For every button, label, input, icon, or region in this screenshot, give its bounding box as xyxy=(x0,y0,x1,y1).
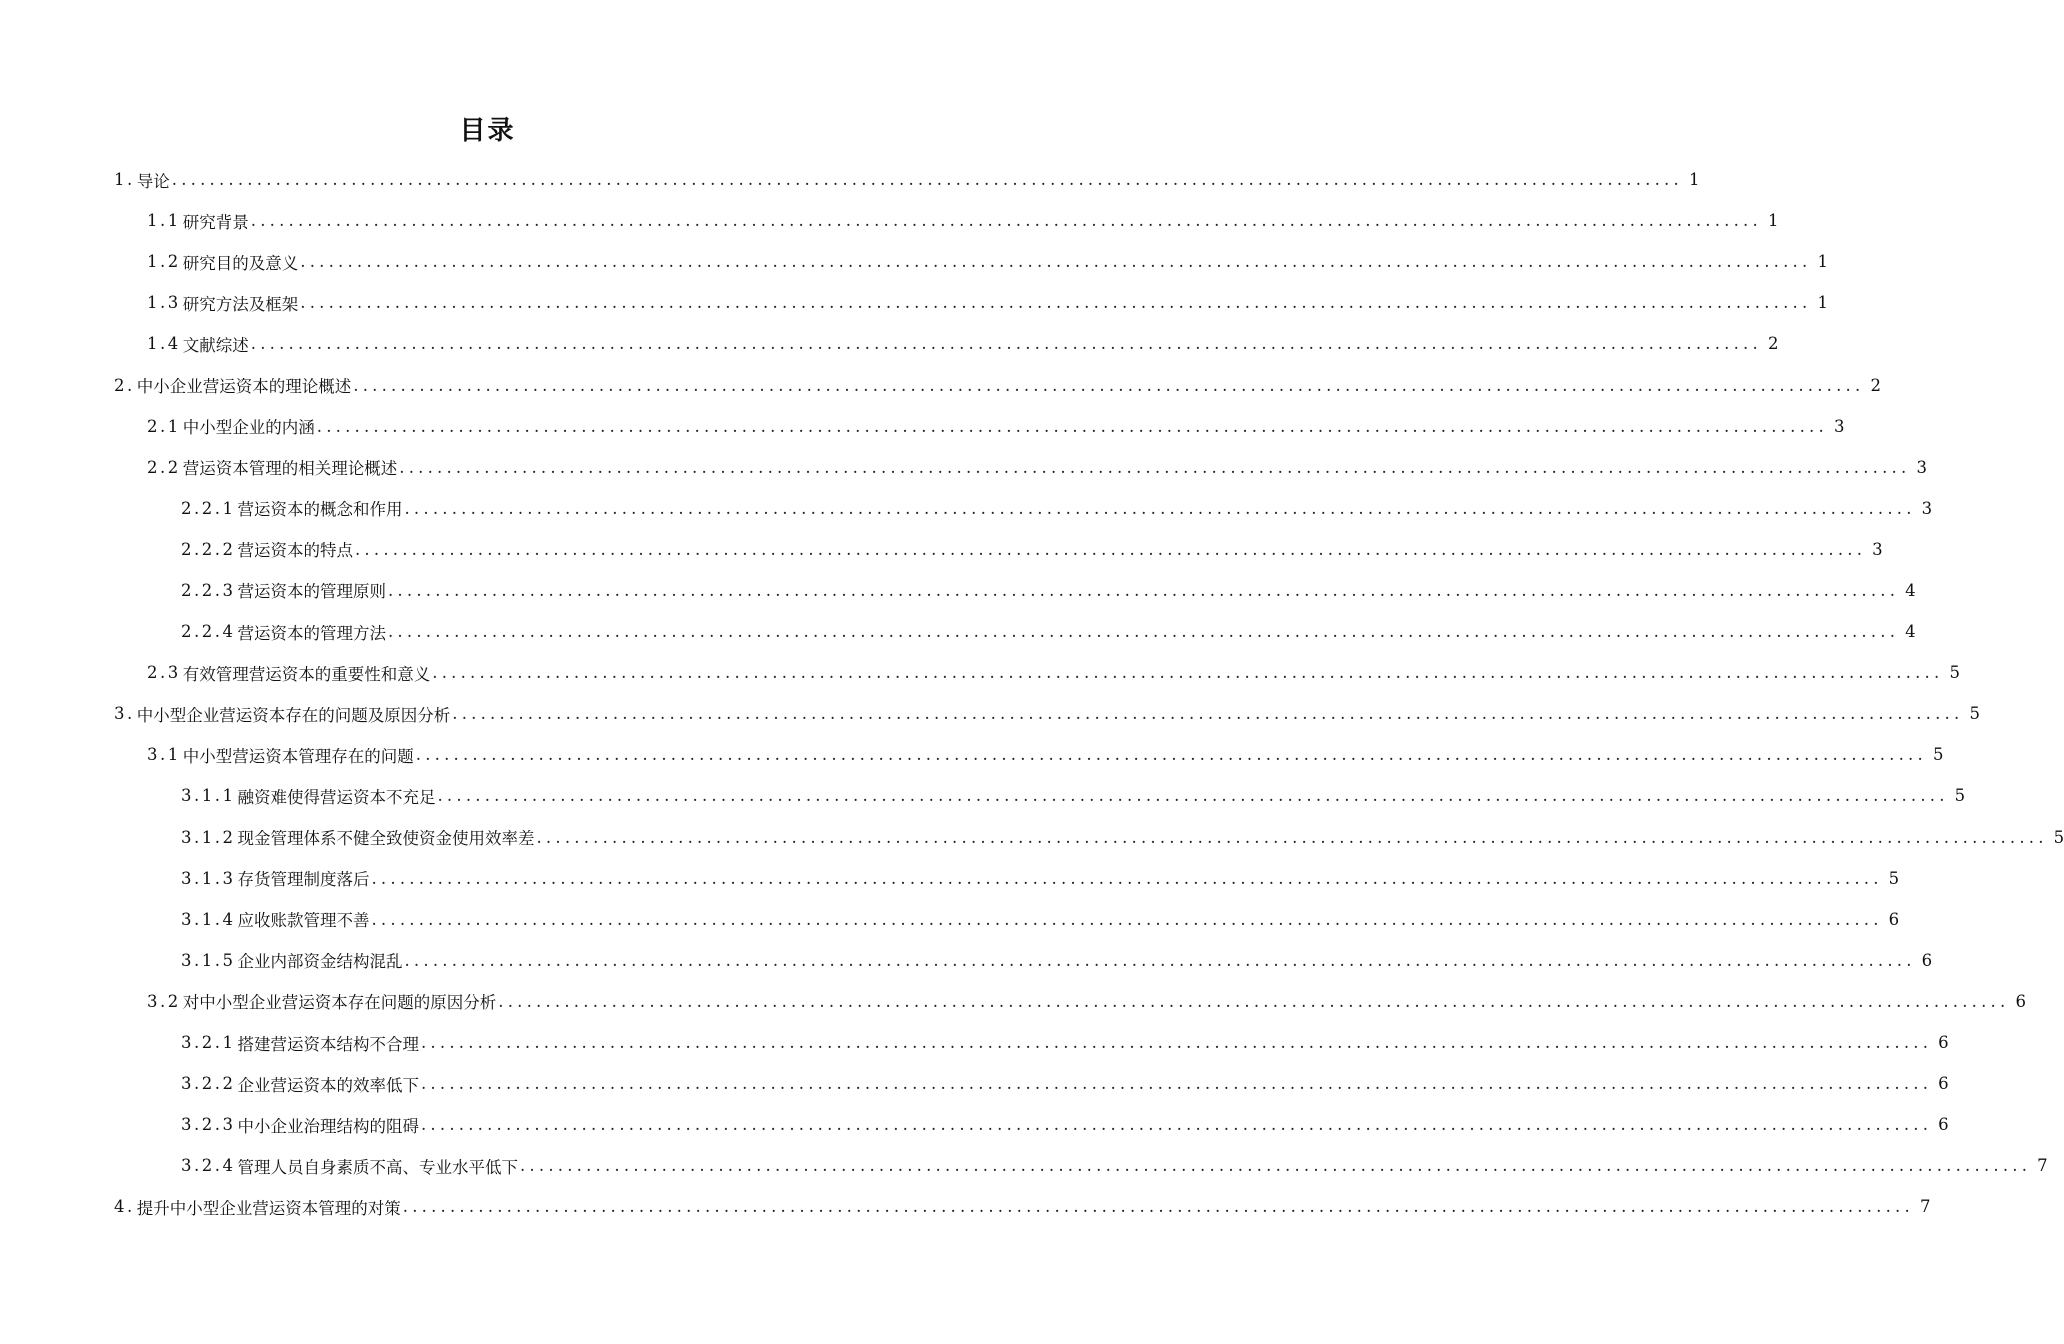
toc-entry[interactable] xyxy=(0,323,1779,364)
toc-leader-dots: ................................................................................................................................................................ xyxy=(316,416,1828,436)
toc-page-number: 5 xyxy=(1949,663,1960,683)
toc-entry[interactable] xyxy=(0,899,1900,940)
toc-entry[interactable] xyxy=(0,406,1845,447)
toc-entry-number: 3.1.5 xyxy=(181,950,236,970)
toc-leader-dots: ................................................................................................................................................................ xyxy=(420,1033,1933,1053)
toc-entry-number: 2.3 xyxy=(147,663,181,683)
toc-entry[interactable] xyxy=(0,1022,1949,1063)
toc-entry-number: 1.1 xyxy=(147,211,181,231)
toc-entry[interactable] xyxy=(0,488,1933,529)
toc-entry-title: 提升中小型企业营运资本管理的对策 xyxy=(136,1198,401,1218)
toc-entry-number: 1.2 xyxy=(147,252,181,272)
toc-leader-dots: ................................................................................................................................................................ xyxy=(171,170,1683,190)
toc-leader-dots: ................................................................................................................................................................ xyxy=(300,252,1812,272)
toc-entry[interactable] xyxy=(0,1186,1931,1227)
toc-entry-title: 营运资本的特点 xyxy=(237,541,353,561)
toc-leader-dots: ................................................................................................................................................................ xyxy=(536,827,2048,847)
toc-page-number: 6 xyxy=(1938,1033,1949,1053)
toc-page-number: 6 xyxy=(1938,1115,1949,1135)
toc-entry[interactable] xyxy=(0,734,1944,775)
toc-entry-number: 1. xyxy=(114,170,135,190)
toc-entry-title: 研究背景 xyxy=(182,212,249,232)
toc-entry[interactable] xyxy=(0,1145,2048,1186)
toc-entry-number: 3.1.3 xyxy=(181,868,236,888)
page-title: 目录 xyxy=(459,116,516,146)
toc-entry-title: 研究方法及框架 xyxy=(182,294,299,314)
toc-entry[interactable] xyxy=(0,200,1779,241)
toc-page-number: 1 xyxy=(1817,293,1828,313)
toc-entry-title: 导论 xyxy=(136,171,170,191)
toc-page-number: 4 xyxy=(1905,580,1916,600)
toc-page-number: 1 xyxy=(1817,252,1828,272)
toc-entry-title: 营运资本的概念和作用 xyxy=(237,500,403,520)
toc-entry[interactable] xyxy=(0,693,1980,734)
toc-leader-dots: ................................................................................................................................................................ xyxy=(300,293,1812,313)
toc-entry-title: 文献综述 xyxy=(182,335,249,355)
toc-page-number: 4 xyxy=(1905,622,1916,642)
toc-page-number: 5 xyxy=(2053,827,2064,847)
toc-entry[interactable] xyxy=(0,364,1881,405)
toc-entry-number: 1.4 xyxy=(147,334,181,354)
toc-entry[interactable] xyxy=(0,940,1933,981)
toc-entry-title: 对中小型企业营运资本存在问题的原因分析 xyxy=(182,993,497,1013)
toc-entry-title: 营运资本的管理原则 xyxy=(237,582,386,602)
toc-entry-number: 3.2.3 xyxy=(181,1115,236,1135)
toc-entry-number: 3. xyxy=(114,704,135,724)
toc-leader-dots: ................................................................................................................................................................ xyxy=(371,868,1883,888)
toc-page-number: 2 xyxy=(1870,375,1881,395)
toc-leader-dots: ................................................................................................................................................................ xyxy=(371,909,1883,929)
toc-leader-dots: ................................................................................................................................................................ xyxy=(387,580,1900,600)
toc-entry-title: 研究目的及意义 xyxy=(182,253,299,273)
toc-entry-title: 企业内部资金结构混乱 xyxy=(237,952,403,972)
toc-entry-title: 营运资本管理的相关理论概述 xyxy=(182,459,398,479)
toc-leader-dots: ................................................................................................................................................................ xyxy=(420,1115,1933,1135)
toc-entry-number: 2.2.1 xyxy=(181,498,236,518)
toc-page-number: 3 xyxy=(1833,416,1845,436)
table-of-contents xyxy=(0,159,2064,1227)
toc-page-number: 7 xyxy=(2037,1156,2048,1176)
toc-entry-title: 中小型企业营运资本存在的问题及原因分析 xyxy=(136,705,451,725)
toc-entry-title: 管理人员自身素质不高、专业水平低下 xyxy=(237,1157,518,1177)
toc-entry-title: 有效管理营运资本的重要性和意义 xyxy=(182,664,431,684)
toc-entry[interactable] xyxy=(0,282,1828,323)
toc-leader-dots: ................................................................................................................................................................ xyxy=(432,663,1944,683)
toc-entry[interactable] xyxy=(0,981,2026,1022)
toc-entry-number: 3.2.2 xyxy=(181,1074,236,1094)
toc-leader-dots: ................................................................................................................................................................ xyxy=(399,457,1911,477)
toc-leader-dots: ................................................................................................................................................................ xyxy=(402,1197,1914,1217)
toc-entry[interactable] xyxy=(0,652,1960,693)
toc-leader-dots: ................................................................................................................................................................ xyxy=(404,950,1916,970)
toc-leader-dots: ................................................................................................................................................................ xyxy=(387,622,1900,642)
toc-leader-dots: ................................................................................................................................................................ xyxy=(250,334,1762,354)
toc-entry-number: 2. xyxy=(114,375,135,395)
toc-leader-dots: ................................................................................................................................................................ xyxy=(250,211,1762,231)
toc-entry-title: 融资难使得营运资本不充足 xyxy=(237,787,436,807)
toc-page-number: 3 xyxy=(1872,539,1883,559)
toc-page-number: 5 xyxy=(1932,745,1944,765)
toc-entry[interactable] xyxy=(0,241,1828,282)
toc-page-number: 5 xyxy=(1954,786,1966,806)
toc-entry[interactable] xyxy=(0,1104,1949,1145)
toc-leader-dots: ................................................................................................................................................................ xyxy=(519,1156,2032,1176)
toc-entry[interactable] xyxy=(0,1063,1949,1104)
toc-leader-dots: ................................................................................................................................................................ xyxy=(415,745,1927,765)
toc-page-number: 2 xyxy=(1767,334,1779,354)
toc-page-number: 6 xyxy=(1938,1074,1949,1094)
toc-entry-number: 3.2.1 xyxy=(181,1033,236,1053)
toc-entry-number: 2.1 xyxy=(147,416,181,436)
toc-page-number: 6 xyxy=(1888,909,1900,929)
toc-entry[interactable] xyxy=(0,570,1916,611)
toc-entry-title: 中小企业治理结构的阻碍 xyxy=(237,1116,419,1136)
toc-entry-number: 2.2.3 xyxy=(181,580,236,600)
toc-entry-number: 1.3 xyxy=(147,293,181,313)
toc-page-number: 6 xyxy=(2015,991,2026,1011)
toc-entry-title: 企业营运资本的效率低下 xyxy=(237,1075,419,1095)
toc-entry[interactable] xyxy=(0,858,1900,899)
toc-entry[interactable] xyxy=(0,817,2064,858)
toc-page-number: 6 xyxy=(1921,950,1933,970)
toc-page-number: 5 xyxy=(1969,704,1980,724)
toc-entry-title: 存货管理制度落后 xyxy=(237,870,370,890)
toc-entry[interactable] xyxy=(0,611,1916,652)
toc-entry-number: 3.2.4 xyxy=(181,1156,236,1176)
toc-leader-dots: ................................................................................................................................................................ xyxy=(437,786,1949,806)
toc-page-number: 3 xyxy=(1916,457,1927,477)
toc-entry-title: 中小型营运资本管理存在的问题 xyxy=(182,746,414,766)
toc-entry-number: 2.2.2 xyxy=(181,539,236,559)
toc-page-number: 1 xyxy=(1767,211,1779,231)
toc-entry-number: 4. xyxy=(114,1197,135,1217)
toc-entry-number: 2.2 xyxy=(147,457,181,477)
toc-entry-number: 3.1.2 xyxy=(181,827,236,847)
toc-entry-number: 3.1.1 xyxy=(181,786,236,806)
toc-entry-title: 营运资本的管理方法 xyxy=(237,623,386,643)
toc-leader-dots: ................................................................................................................................................................ xyxy=(404,498,1916,518)
toc-page-number: 3 xyxy=(1921,498,1933,518)
toc-entry-title: 中小型企业的内涵 xyxy=(182,418,315,438)
toc-page-number: 1 xyxy=(1688,170,1700,190)
toc-leader-dots: ................................................................................................................................................................ xyxy=(354,539,1867,559)
toc-entry[interactable] xyxy=(0,529,1883,570)
toc-entry[interactable] xyxy=(0,159,1700,200)
toc-leader-dots: ................................................................................................................................................................ xyxy=(498,991,2010,1011)
toc-entry-title: 中小企业营运资本的理论概述 xyxy=(136,377,352,397)
toc-entry-title: 现金管理体系不健全致使资金使用效率差 xyxy=(237,829,535,849)
toc-entry-number: 3.2 xyxy=(147,991,181,1011)
toc-page-number: 7 xyxy=(1919,1197,1931,1217)
toc-entry[interactable] xyxy=(0,775,1966,816)
toc-leader-dots: ................................................................................................................................................................ xyxy=(353,375,1865,395)
toc-entry-number: 3.1 xyxy=(147,745,181,765)
toc-entry-number: 2.2.4 xyxy=(181,622,236,642)
toc-entry-title: 应收账款管理不善 xyxy=(237,911,370,931)
toc-entry-number: 3.1.4 xyxy=(181,909,236,929)
toc-entry-title: 搭建营运资本结构不合理 xyxy=(237,1034,419,1054)
toc-leader-dots: ................................................................................................................................................................ xyxy=(420,1074,1933,1094)
toc-leader-dots: ................................................................................................................................................................ xyxy=(452,704,1964,724)
toc-entry[interactable] xyxy=(0,447,1927,488)
toc-page-number: 5 xyxy=(1888,868,1900,888)
